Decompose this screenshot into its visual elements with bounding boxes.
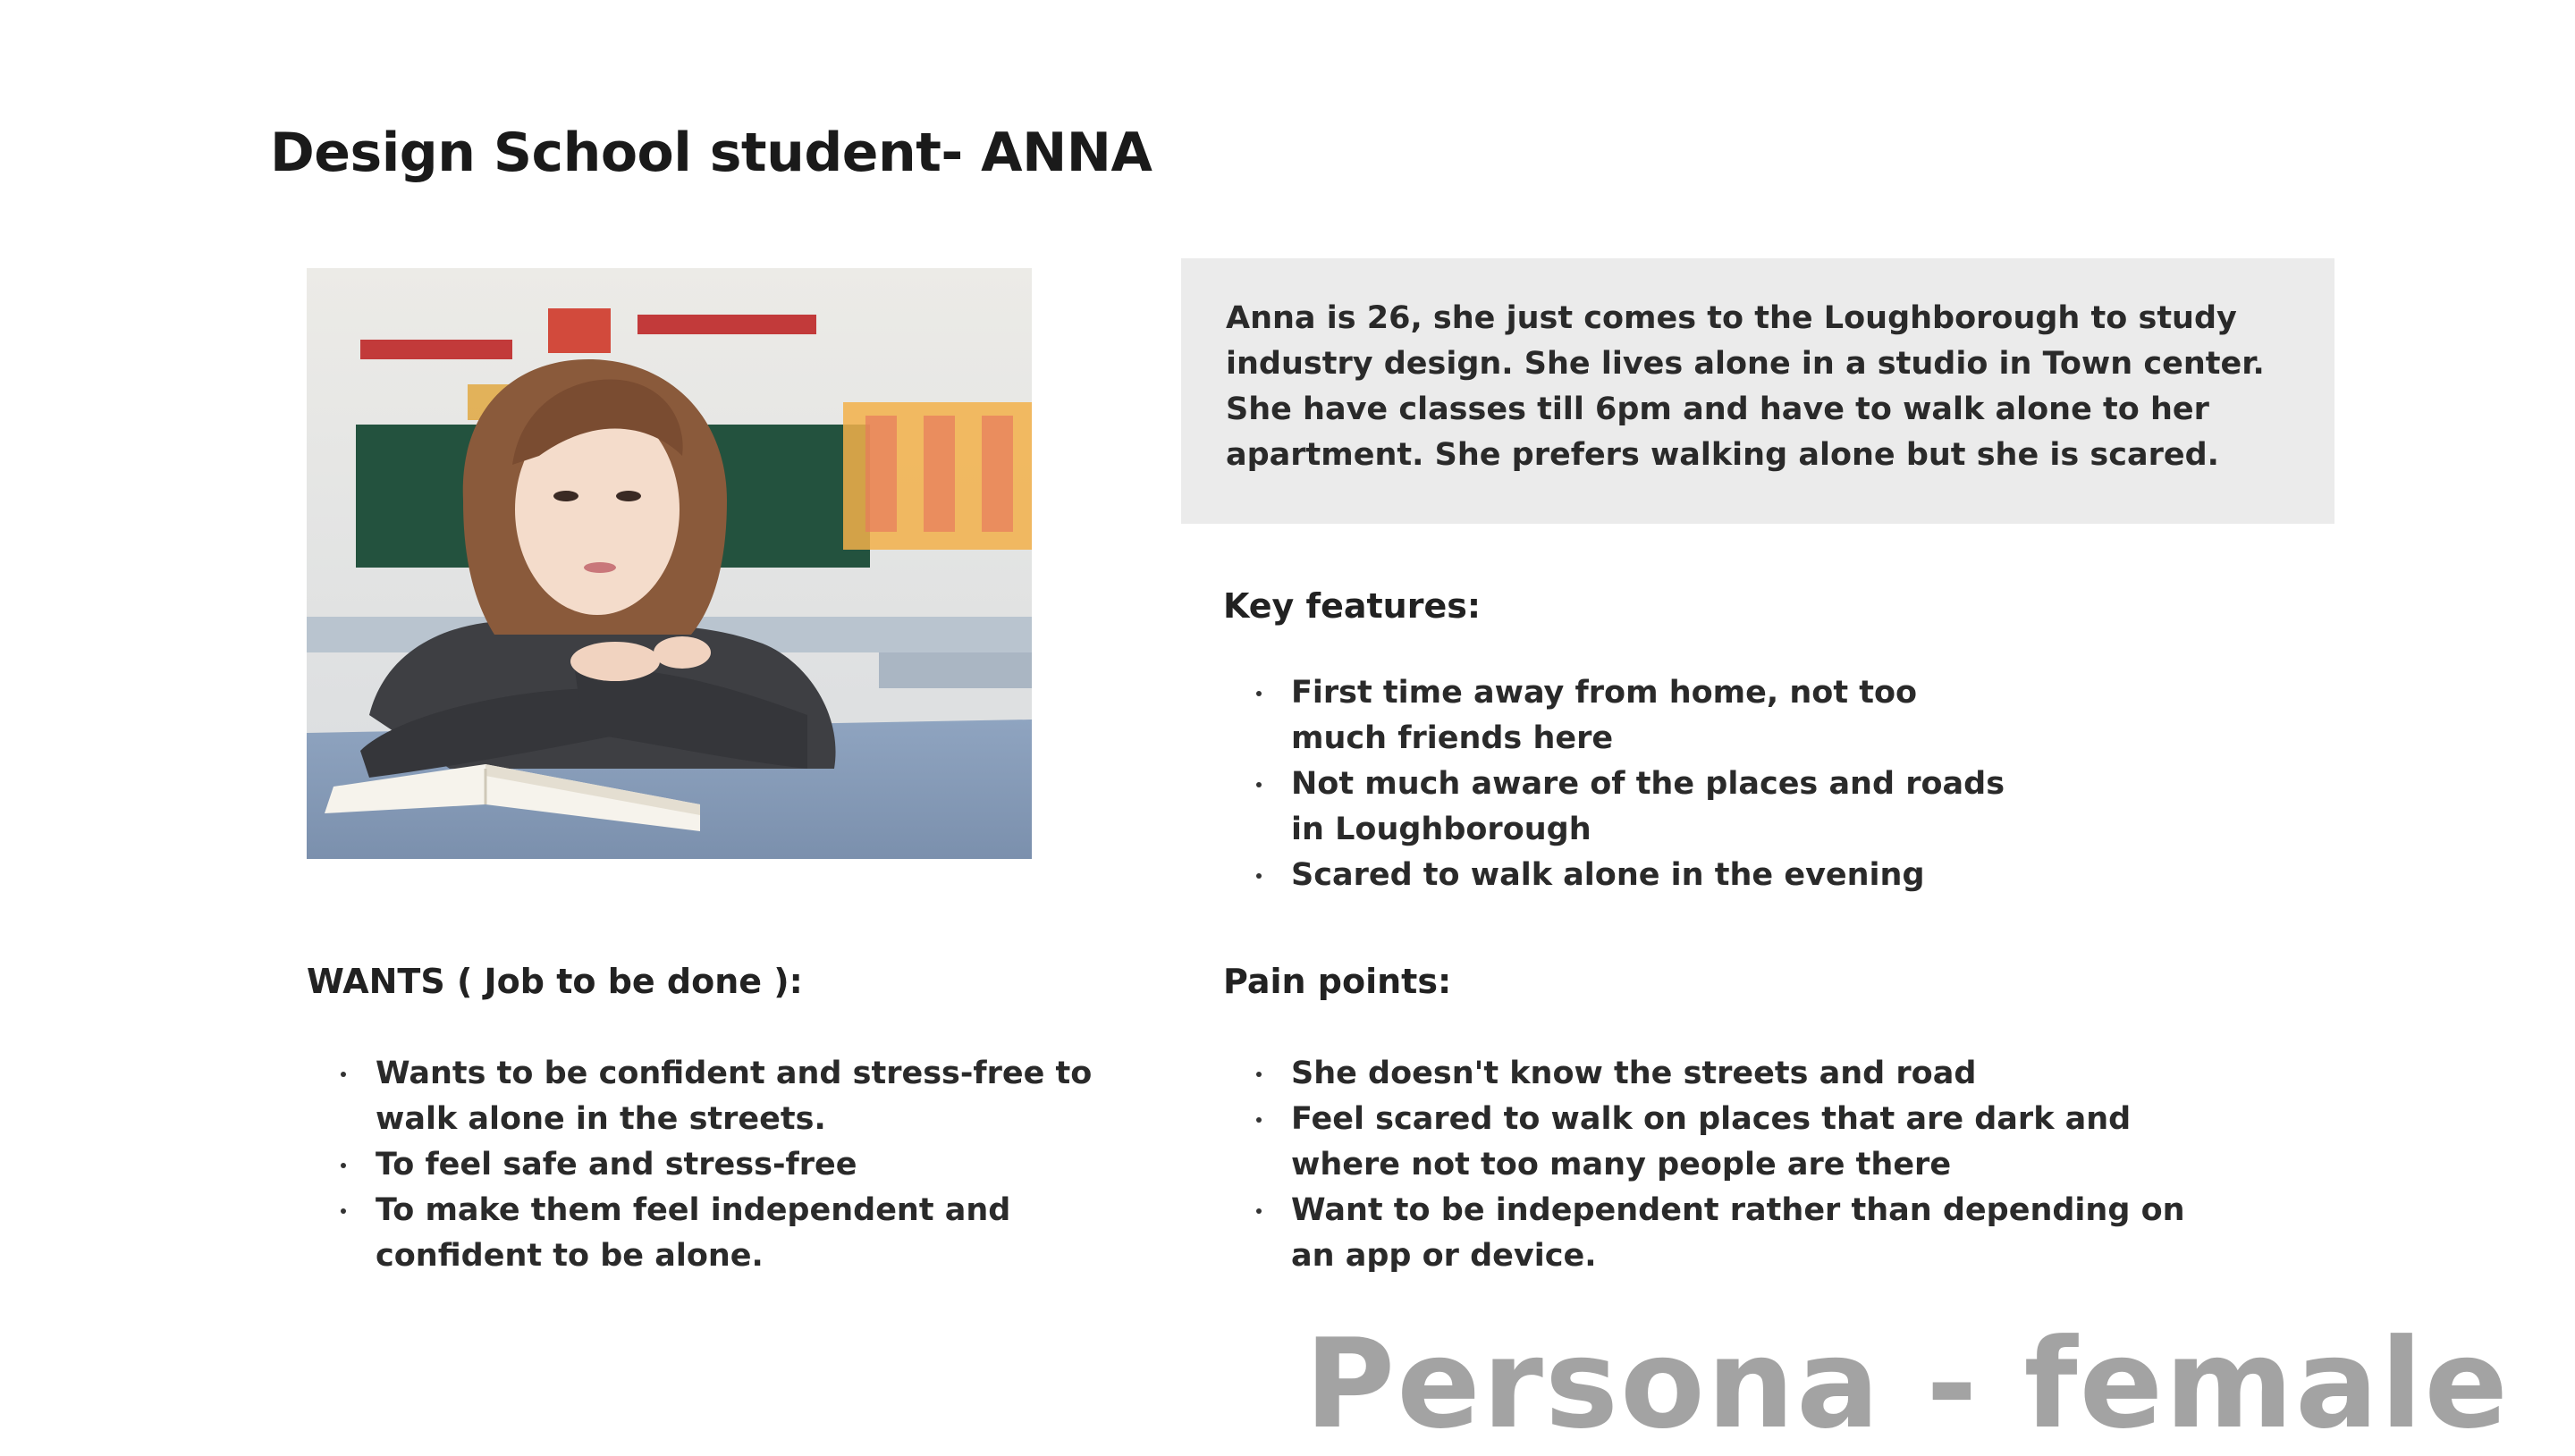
list-item: Want to be independent rather than depending on an app or device. (1256, 1188, 2186, 1279)
bullet-icon (341, 1163, 346, 1168)
bullet-icon (1256, 1117, 1262, 1123)
bullet-icon (1256, 1072, 1262, 1077)
list-item: She doesn't know the streets and road (1256, 1051, 2186, 1097)
pain-points-list (1256, 1051, 2186, 1279)
bullet-icon (341, 1072, 346, 1077)
persona-photo (307, 268, 1032, 859)
bullet-icon (1256, 1208, 1262, 1214)
bio-box (1181, 258, 2334, 524)
list-item: Not much aware of the places and roads in Loughborough (1256, 762, 2007, 853)
list-item: First time away from home, not too much friends here (1256, 670, 2007, 762)
list-item: Feel scared to walk on places that are dark and where not too many people are there (1256, 1097, 2186, 1188)
key-features-list (1256, 670, 2007, 898)
list-item: To feel safe and stress-free (341, 1142, 1172, 1188)
bullet-icon (1256, 873, 1262, 879)
bio-text: Anna is 26, she just comes to the Loughborough to study industry design. She lives alone in a studio in Town center. She have classes till 6pm and have to walk alone to her apartment. She prefers walking alone but she is scared. (1226, 300, 2265, 473)
list-item: To make them feel independent and confident to be alone. (341, 1188, 1172, 1279)
list-item: Wants to be confident and stress-free to walk alone in the streets. (341, 1051, 1172, 1142)
bullet-icon (1256, 782, 1262, 787)
key-features-heading: Key features: (1223, 586, 1482, 626)
pain-points-heading: Pain points: (1223, 962, 1452, 1001)
bullet-icon (341, 1208, 346, 1214)
list-item: Scared to walk alone in the evening (1256, 853, 2007, 898)
wants-heading: WANTS ( Job to be done ): (307, 962, 803, 1001)
persona-label: Persona - female (1304, 1312, 2510, 1456)
bullet-icon (1256, 691, 1262, 696)
page-title: Design School student- ANNA (270, 122, 1152, 184)
wants-list (341, 1051, 1172, 1279)
